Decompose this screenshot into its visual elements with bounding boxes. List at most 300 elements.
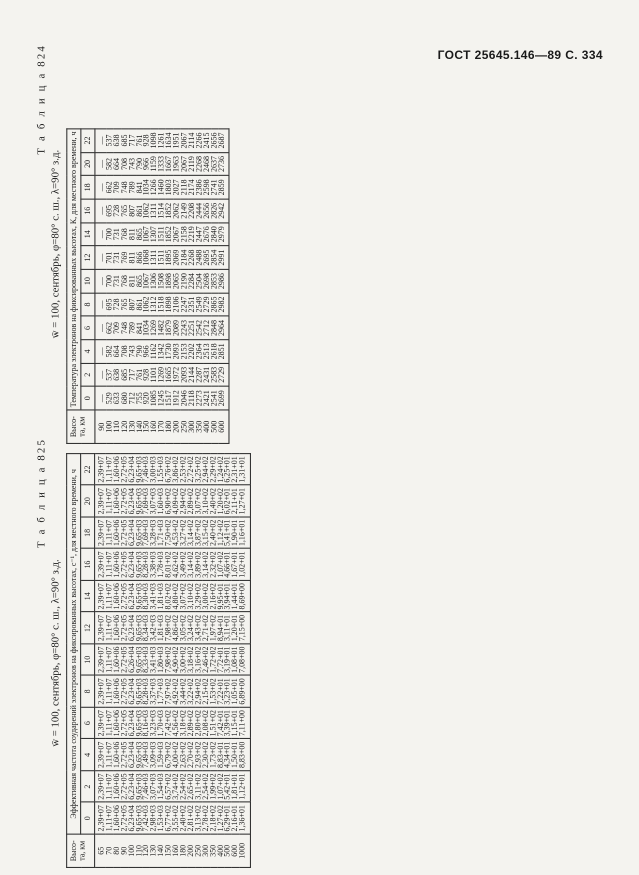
value-cell: 861 xyxy=(136,199,143,222)
value-cell: 728 xyxy=(114,293,121,316)
value-cell: 1,11+07 xyxy=(106,676,113,708)
height-cell: 120 xyxy=(121,410,128,444)
value-cell: 2,32+02 xyxy=(210,549,217,581)
value-cell: 6,23+04 xyxy=(128,802,135,834)
value-cell: 2,16+02 xyxy=(210,580,217,612)
value-cell: 2247 xyxy=(181,293,188,316)
value-cell: 1,11+07 xyxy=(106,644,113,676)
value-cell: 2,72+05 xyxy=(121,485,128,517)
value-cell: 1,60+06 xyxy=(113,454,120,486)
height-cell: 200 xyxy=(187,834,194,867)
value-cell: 811 xyxy=(129,269,136,292)
height-cell: 350 xyxy=(196,410,203,444)
value-cell: 2069 xyxy=(173,246,180,269)
value-cell: 2,39+07 xyxy=(95,549,106,581)
height-cell: 110 xyxy=(114,410,121,444)
value-cell: 1,15+01 xyxy=(232,707,239,739)
value-cell: 2583 xyxy=(211,363,218,386)
value-cell: 1665 xyxy=(166,363,173,386)
value-cell: 3,86+02 xyxy=(173,454,180,486)
value-cell: 1,60+03 xyxy=(158,485,165,517)
value-cell: 6,23+04 xyxy=(128,485,135,517)
value-cell: 1972 xyxy=(173,363,180,386)
value-cell: 841 xyxy=(136,316,143,339)
column-header: 18 xyxy=(81,176,95,199)
value-cell: 2698 xyxy=(203,269,210,292)
value-cell: 7,46+03 xyxy=(143,454,150,486)
value-cell: 3,00+02 xyxy=(180,644,187,676)
value-cell: 2736 xyxy=(218,152,229,175)
value-cell: 841 xyxy=(136,176,143,199)
value-cell: 1342 xyxy=(158,340,165,363)
value-cell: 529 xyxy=(106,387,113,410)
value-cell: 2,39+07 xyxy=(95,485,106,517)
height-cell: 100 xyxy=(106,410,113,444)
table-824-label: Т а б л и ц а 824 xyxy=(36,44,48,155)
column-header: 8 xyxy=(81,676,95,708)
value-cell: 2149 xyxy=(181,199,188,222)
value-cell: 700 xyxy=(106,269,113,292)
value-cell: 3,16+02 xyxy=(195,644,202,676)
value-cell: 761 xyxy=(136,363,143,386)
value-cell: 2364 xyxy=(196,340,203,363)
value-cell: 1,44+01 xyxy=(232,580,239,612)
height-cell: 500 xyxy=(225,834,232,867)
height-cell: 300 xyxy=(188,410,195,444)
value-cell: 2,72+05 xyxy=(121,644,128,676)
value-cell: 1852 xyxy=(166,223,173,246)
value-cell: 3,38+03 xyxy=(150,549,157,581)
value-cell: 966 xyxy=(144,340,151,363)
value-cell: 1,72+02 xyxy=(210,644,217,676)
value-cell: 717 xyxy=(129,129,136,152)
value-cell: 1,60+06 xyxy=(113,707,120,739)
value-cell: 2542 xyxy=(196,316,203,339)
value-cell: 1,16+01 xyxy=(239,517,250,549)
value-cell: 3,74+02 xyxy=(173,771,180,803)
value-cell: 1,55+03 xyxy=(158,454,165,486)
value-cell: 2942 xyxy=(218,199,229,222)
value-cell: 2,71+02 xyxy=(202,612,209,644)
value-cell: 1,81+01 xyxy=(232,771,239,803)
value-cell: 2,72+02 xyxy=(187,454,194,486)
value-cell: 3,10+02 xyxy=(187,580,194,612)
table-row xyxy=(239,454,250,868)
value-cell: 1511 xyxy=(158,223,165,246)
value-cell: 2,72+05 xyxy=(121,580,128,612)
value-cell: 7,98+02 xyxy=(165,644,172,676)
height-cell: 110 xyxy=(135,834,142,867)
value-cell: 2982 xyxy=(218,293,229,316)
value-cell: 1,59+03 xyxy=(158,739,165,771)
value-cell: 664 xyxy=(114,152,121,175)
value-cell: 3,87+02 xyxy=(195,517,202,549)
value-cell: 8,30+03 xyxy=(143,580,150,612)
value-cell: 2208 xyxy=(188,199,195,222)
value-cell: 811 xyxy=(129,246,136,269)
value-cell: 2,72+05 xyxy=(121,739,128,771)
value-cell: 4,80+02 xyxy=(173,580,180,612)
value-cell: 765 xyxy=(121,199,128,222)
value-cell: 3,29+02 xyxy=(195,580,202,612)
value-cell: 708 xyxy=(121,340,128,363)
value-cell: 700 xyxy=(106,223,113,246)
value-cell: 2118 xyxy=(181,176,188,199)
value-cell: 2,72+05 xyxy=(121,549,128,581)
value-cell: 2,72+05 xyxy=(121,454,128,486)
value-cell: 928 xyxy=(144,363,151,386)
value-cell: 9,65+03 xyxy=(135,771,142,803)
value-cell: 1,60+06 xyxy=(113,580,120,612)
value-cell: 2,65+02 xyxy=(187,771,194,803)
value-cell: 1,11+07 xyxy=(106,771,113,803)
column-header: 16 xyxy=(81,199,95,222)
value-cell: 1307 xyxy=(151,223,158,246)
value-cell: 2,72+05 xyxy=(121,802,128,834)
value-cell: 1,11+07 xyxy=(106,549,113,581)
value-cell: 2,72+05 xyxy=(121,517,128,549)
value-cell: 662 xyxy=(106,176,113,199)
value-cell: 807 xyxy=(129,293,136,316)
height-cell: 250 xyxy=(181,410,188,444)
value-cell: 1508 xyxy=(158,269,165,292)
height-cell: 70 xyxy=(106,834,113,867)
value-cell: 1067 xyxy=(144,269,151,292)
value-cell: 4,62+02 xyxy=(173,549,180,581)
value-cell: 1,11+07 xyxy=(106,580,113,612)
value-cell: 1068 xyxy=(144,246,151,269)
value-cell: 1,81+03 xyxy=(158,580,165,612)
table-824-block xyxy=(36,44,230,444)
value-cell: 1,60+06 xyxy=(113,739,120,771)
value-cell: 2,40+02 xyxy=(210,517,217,549)
value-cell: 4,92+02 xyxy=(173,676,180,708)
value-cell: 1,60+06 xyxy=(113,612,120,644)
value-cell: 1,67+01 xyxy=(232,549,239,581)
value-cell: 1,60+06 xyxy=(113,644,120,676)
value-cell: 2153 xyxy=(181,340,188,363)
value-cell: 755 xyxy=(136,387,143,410)
value-cell: 2093 xyxy=(173,340,180,363)
value-cell: — xyxy=(95,316,106,339)
value-cell: 3,89+02 xyxy=(195,549,202,581)
value-cell: 2,18+02 xyxy=(210,802,217,834)
value-cell: 1,90+01 xyxy=(232,517,239,549)
value-cell: 790 xyxy=(136,152,143,175)
value-cell: 1,36+01 xyxy=(239,802,250,834)
value-cell: 3,07+02 xyxy=(195,485,202,517)
value-cell: 728 xyxy=(114,199,121,222)
value-cell: 1,12+02 xyxy=(217,517,224,549)
value-cell: 1,60+06 xyxy=(113,517,120,549)
value-cell: 789 xyxy=(129,176,136,199)
height-cell: 600 xyxy=(218,410,229,444)
column-header: 10 xyxy=(81,269,95,292)
value-cell: 2,40+02 xyxy=(180,802,187,834)
value-cell: 1101 xyxy=(151,363,158,386)
value-cell: 1,05+01 xyxy=(232,676,239,708)
column-header: 4 xyxy=(81,340,95,363)
value-cell: 3,14+02 xyxy=(187,549,194,581)
value-cell: 2488 xyxy=(196,246,203,269)
value-cell: 6,23+04 xyxy=(128,676,135,708)
column-header: 2 xyxy=(81,363,95,386)
value-cell: 2067 xyxy=(173,223,180,246)
value-cell: 1,99+02 xyxy=(210,771,217,803)
value-cell: 966 xyxy=(144,152,151,175)
value-cell: 2114 xyxy=(188,129,195,152)
value-cell: 1517 xyxy=(166,387,173,410)
column-header: 14 xyxy=(81,223,95,246)
height-cell: 400 xyxy=(203,410,210,444)
value-cell: 2,80+02 xyxy=(195,707,202,739)
value-cell: 2699 xyxy=(218,387,229,410)
value-cell: 2,70+02 xyxy=(187,739,194,771)
value-cell: 2656 xyxy=(211,129,218,152)
value-cell: 3,05+02 xyxy=(180,612,187,644)
value-cell: 2431 xyxy=(203,363,210,386)
value-cell: 6,23+04 xyxy=(128,612,135,644)
value-cell: 2991 xyxy=(218,246,229,269)
value-cell: 2,89+02 xyxy=(187,485,194,517)
value-cell: 1460 xyxy=(158,176,165,199)
value-cell: 5,42+01 xyxy=(225,771,232,803)
value-cell: 1634 xyxy=(166,129,173,152)
value-cell: 3,18+02 xyxy=(180,707,187,739)
value-cell: 2859 xyxy=(218,176,229,199)
value-cell: 4,86+02 xyxy=(173,612,180,644)
value-cell: — xyxy=(95,293,106,316)
value-cell: 1062 xyxy=(144,293,151,316)
value-cell: 2062 xyxy=(173,199,180,222)
value-cell: 1,20+02 xyxy=(217,485,224,517)
value-cell: 1,50+01 xyxy=(232,739,239,771)
value-cell: 2174 xyxy=(188,176,195,199)
value-cell: 7,46+03 xyxy=(143,771,150,803)
value-cell: 8,02+02 xyxy=(165,580,172,612)
value-cell: 1,11+07 xyxy=(106,454,113,486)
value-cell: 1,20+01 xyxy=(232,612,239,644)
value-cell: 768 xyxy=(121,223,128,246)
height-cell: 140 xyxy=(136,410,143,444)
value-cell: 1,31+01 xyxy=(239,454,250,486)
value-cell: 2,39+07 xyxy=(95,739,106,771)
height-header: Высо-та, км xyxy=(67,834,95,867)
value-cell: 7,50+02 xyxy=(165,517,172,549)
value-cell: 1261 xyxy=(158,129,165,152)
value-cell: 3,41+03 xyxy=(150,580,157,612)
value-cell: 6,23+04 xyxy=(128,580,135,612)
value-cell: 8,28+03 xyxy=(143,549,150,581)
value-cell: 1098 xyxy=(151,129,158,152)
value-cell: 1895 xyxy=(166,246,173,269)
value-cell: 2,08+02 xyxy=(202,707,209,739)
value-cell: — xyxy=(95,199,106,222)
value-cell: 1963 xyxy=(173,152,180,175)
value-cell: 1,73+02 xyxy=(210,739,217,771)
value-cell: 7,69+03 xyxy=(143,485,150,517)
value-cell: 3,07+03 xyxy=(150,485,157,517)
value-cell: — xyxy=(95,363,106,386)
value-cell: 582 xyxy=(106,152,113,175)
value-cell: 7,98+02 xyxy=(165,612,172,644)
value-cell: 2273 xyxy=(196,387,203,410)
value-cell: 6,26+04 xyxy=(128,644,135,676)
value-cell: 3,44+02 xyxy=(180,676,187,708)
value-cell: 6,57+02 xyxy=(165,771,172,803)
value-cell: 1,54+03 xyxy=(158,771,165,803)
value-cell: 3,25+02 xyxy=(195,454,202,486)
value-cell: 789 xyxy=(129,316,136,339)
value-cell: 2,54+02 xyxy=(180,771,187,803)
value-cell: 1,97+02 xyxy=(210,612,217,644)
value-cell: 2067 xyxy=(181,129,188,152)
table-row xyxy=(218,129,229,444)
height-cell: 150 xyxy=(144,410,151,444)
value-cell: 709 xyxy=(114,316,121,339)
height-cell: 90 xyxy=(121,834,128,867)
value-cell: 1667 xyxy=(166,152,173,175)
column-header: 0 xyxy=(81,387,95,410)
value-cell: 2541 xyxy=(211,387,218,410)
height-cell: 160 xyxy=(151,410,158,444)
value-cell: 695 xyxy=(106,293,113,316)
value-cell: 685 xyxy=(121,363,128,386)
value-cell: 3,27+02 xyxy=(180,517,187,549)
value-cell: 7,22+01 xyxy=(217,676,224,708)
value-cell: 2979 xyxy=(218,223,229,246)
value-cell: 7,72+01 xyxy=(217,644,224,676)
value-cell: 8,33+03 xyxy=(143,644,150,676)
value-cell: 761 xyxy=(136,129,143,152)
value-cell: 1,60+06 xyxy=(113,771,120,803)
value-cell: 582 xyxy=(106,340,113,363)
value-cell: 537 xyxy=(106,363,113,386)
value-cell: 2067 xyxy=(181,152,188,175)
value-cell: — xyxy=(95,340,106,363)
column-header: 10 xyxy=(81,644,95,676)
value-cell: 2504 xyxy=(196,269,203,292)
value-cell: 1482 xyxy=(158,316,165,339)
value-cell: 2,89+02 xyxy=(187,707,194,739)
value-cell: 2549 xyxy=(196,293,203,316)
column-header: 22 xyxy=(81,454,95,486)
value-cell: 2,39+07 xyxy=(95,517,106,549)
value-cell: 9,65+03 xyxy=(135,485,142,517)
value-cell: 7,97+02 xyxy=(165,676,172,708)
value-cell: 743 xyxy=(129,340,136,363)
value-cell: 1269 xyxy=(158,363,165,386)
height-cell: 250 xyxy=(195,834,202,867)
value-cell: 1,11+07 xyxy=(106,517,113,549)
value-cell: 2695 xyxy=(203,246,210,269)
value-cell: 1,60+06 xyxy=(113,802,120,834)
value-cell: 2,72+05 xyxy=(121,771,128,803)
value-cell: 8,16+03 xyxy=(143,707,150,739)
value-cell: 6,79+02 xyxy=(165,739,172,771)
value-cell: 3,28+03 xyxy=(150,517,157,549)
value-cell: 1,11+07 xyxy=(106,485,113,517)
value-cell: 3,14+02 xyxy=(187,517,194,549)
column-header: 2 xyxy=(81,771,95,803)
value-cell: 1,60+06 xyxy=(113,549,120,581)
value-cell: 662 xyxy=(106,316,113,339)
value-cell: 743 xyxy=(129,152,136,175)
value-cell: — xyxy=(95,152,106,175)
value-cell: 1730 xyxy=(166,340,173,363)
value-cell: 2,29+02 xyxy=(210,454,217,486)
value-cell: 1,11+07 xyxy=(106,612,113,644)
value-cell: 2468 xyxy=(203,152,210,175)
value-cell: 709 xyxy=(114,176,121,199)
value-cell: 9,65+03 xyxy=(135,739,142,771)
value-cell: 2,78+02 xyxy=(202,802,209,834)
value-cell: 3,41+03 xyxy=(150,644,157,676)
value-cell: 1,81+03 xyxy=(158,612,165,644)
value-cell: 2598 xyxy=(203,176,210,199)
column-header: 20 xyxy=(81,485,95,517)
value-cell: 2,31+01 xyxy=(232,454,239,486)
value-cell: 1,11+07 xyxy=(106,739,113,771)
value-cell: 6,23+04 xyxy=(128,739,135,771)
table-825-title: w̄ = 100, сентябрь, φ=80° с. ш., λ=90° з.д. xyxy=(49,559,62,747)
value-cell: 3,18+02 xyxy=(187,644,194,676)
value-cell: 3,39+01 xyxy=(225,707,232,739)
height-cell: 130 xyxy=(129,410,136,444)
value-cell: 9,65+03 xyxy=(135,676,142,708)
value-cell: 9,65+03 xyxy=(135,549,142,581)
value-cell: 1,24+02 xyxy=(217,454,224,486)
value-cell: 8,34+03 xyxy=(143,612,150,644)
value-cell: 3,00+03 xyxy=(150,454,157,486)
value-cell: 920 xyxy=(144,387,151,410)
value-cell: 9,65+03 xyxy=(135,612,142,644)
column-header: 20 xyxy=(81,152,95,175)
table-825-subtitle: Эффективная частота соударений электронов на фиксированных высотах, с⁻¹, для местного времени, ч xyxy=(67,454,81,835)
value-cell: 2251 xyxy=(188,316,195,339)
table-825-label: Т а б л и ц а 825 xyxy=(36,437,48,548)
value-cell: 4,90+02 xyxy=(173,644,180,676)
value-cell: 6,76+02 xyxy=(165,454,172,486)
value-cell: 2854 xyxy=(211,246,218,269)
table-824-title: w̄ = 100, сентябрь, φ=80° с. ш., λ=90° з.д. xyxy=(50,149,62,339)
value-cell: 1,70+03 xyxy=(158,707,165,739)
value-cell: 1,07+02 xyxy=(217,771,224,803)
value-cell: 811 xyxy=(129,223,136,246)
table-825 xyxy=(66,453,251,868)
height-cell: 180 xyxy=(180,834,187,867)
value-cell: 1034 xyxy=(144,316,151,339)
value-cell: 2421 xyxy=(203,387,210,410)
value-cell: 768 xyxy=(121,269,128,292)
value-cell: 1,11+07 xyxy=(106,802,113,834)
height-cell: 1000 xyxy=(239,834,250,867)
value-cell: — xyxy=(95,246,106,269)
value-cell: 3,37+03 xyxy=(150,676,157,708)
column-header: 4 xyxy=(81,739,95,771)
value-cell: 1518 xyxy=(158,293,165,316)
value-cell: 4,56+02 xyxy=(173,707,180,739)
value-cell: 8,69+00 xyxy=(239,580,250,612)
value-cell: 1333 xyxy=(158,152,165,175)
value-cell: 2826 xyxy=(211,199,218,222)
column-header: 6 xyxy=(81,316,95,339)
value-cell: 1266 xyxy=(151,176,158,199)
value-cell: 2,39+07 xyxy=(95,580,106,612)
value-cell: 712 xyxy=(129,387,136,410)
value-cell: 1852 xyxy=(166,199,173,222)
value-cell: 769 xyxy=(121,246,128,269)
